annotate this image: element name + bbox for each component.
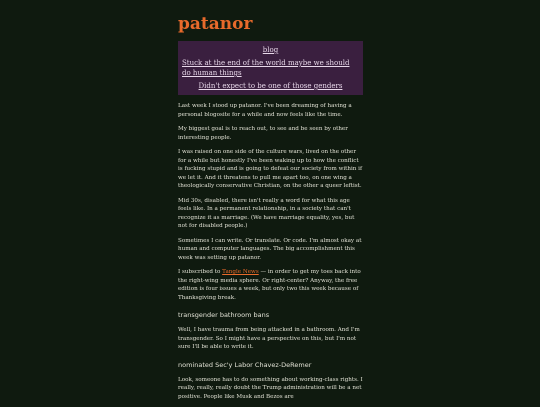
page-column — [178, 0, 363, 407]
site-title[interactable]: patanor — [178, 14, 253, 34]
section-body-bathroom-bans: Well, I have trauma from being attacked in a bathroom. And I'm transgender. So I might have a perspective on this, but I'm not sure I'll be able to write it. — [178, 327, 360, 350]
post-body — [178, 102, 363, 401]
section-heading-bathroom-bans: transgender bathroom bans — [178, 311, 270, 319]
nav-link-stuck-at-end-of-world[interactable]: Stuck at the end of the world maybe we should do human things — [182, 59, 350, 77]
nav-link-blog[interactable]: blog — [262, 46, 279, 54]
paragraph: Sometimes I can write. Or translate. Or code. I'm almost okay at human and computer languages. The big accomplishment this week was setting up patanor. — [178, 237, 362, 261]
subscribe-text-after: — in order to get my toes back into the right-wing media sphere. Or right-center? Anyway, the free edition is four issues a week, but only two this week because of Thanksgiving break. — [178, 269, 361, 301]
subscribe-text-before: I subscribed to — [178, 269, 223, 275]
paragraph: My biggest goal is to reach out, to see and be seen by other interesting people. — [178, 126, 348, 141]
section-heading-labor-secretary: nominated Sec'y Labor Chavez-DeRemer — [178, 360, 312, 369]
paragraph: Last week I stood up patanor. I've been dreaming of having a personal blogosite for a while and now feels like the time. — [178, 103, 352, 118]
nav-link-genders[interactable]: Didn't expect to be one of those genders — [198, 82, 343, 90]
nav-box — [178, 41, 363, 95]
paragraph: Mid 30s, disabled, there isn't really a word for what this age feels like. In a permanent relationship, in a society that can't recognize it as marriage. (We have marriage equality, yes, but not for disabled people.) — [178, 197, 355, 229]
section-body-labor-secretary: Look, someone has to do something about working-class rights. I really, really, really doubt the Trump administration will be a net positive. People like Musk and Bezos are — [178, 376, 363, 400]
subscribe-paragraph — [178, 268, 363, 302]
tangle-news-link[interactable]: Tangle News — [222, 269, 259, 275]
paragraph: I was raised on one side of the culture wars, lived on the other for a while but honestly I've been waking up to how the conflict is fucking stupid and is going to defeat our society from within if we let it. And it threatens to pull me apart too, on one wing a theologically conservative Christian, on the other a queer leftist. — [178, 149, 363, 189]
